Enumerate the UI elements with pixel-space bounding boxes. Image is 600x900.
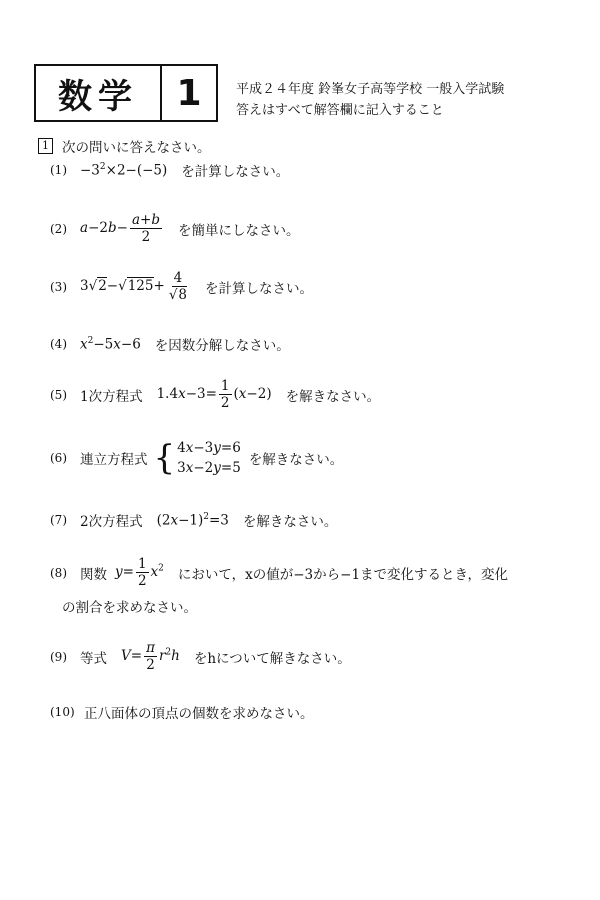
question-8-continuation: の割合を求めなさい。 xyxy=(62,600,197,616)
question-number: (7) xyxy=(50,513,67,527)
question-prefix: 1次方程式 xyxy=(80,388,143,405)
exam-info: 平成２４年度 鈴峯女子高等学校 一般入学試験 xyxy=(236,82,505,97)
question-number: (2) xyxy=(50,221,67,236)
section-title-number: 1 xyxy=(176,72,202,114)
math-expression: y= $\frac{1}{2}$ $x^2$ xyxy=(115,556,164,589)
question-instruction: を解きなさい。 xyxy=(285,388,381,405)
math-expression: $(2x-1)^2=3$ xyxy=(156,511,229,529)
math-expression: V= $\frac{\pi}{2}$ $r^2h$ xyxy=(121,640,180,673)
math-expression: 1.4x−3= $\frac{1}{2}$ (x−2) xyxy=(156,378,272,411)
question-instruction: を計算しなさい。 xyxy=(205,280,314,297)
question-number: (5) xyxy=(50,387,67,402)
question-instruction: において，xの値が−3から−1まで変化するとき，変化 xyxy=(177,566,509,583)
section-heading xyxy=(38,136,211,156)
question-7 xyxy=(50,510,337,530)
question-1 xyxy=(50,160,289,180)
question-number: (10) xyxy=(50,705,75,719)
subject-title-box xyxy=(34,64,218,122)
section-number: 1 xyxy=(38,138,53,154)
math-expression: 3√2−√125+ $\frac{4}{√8}$ xyxy=(80,270,188,303)
question-number: (9) xyxy=(50,649,67,664)
question-number: (3) xyxy=(50,279,67,294)
question-instruction: を解きなさい。 xyxy=(242,514,338,530)
math-expression: $-3^2\times 2-(-5)$ xyxy=(80,161,168,179)
question-8 xyxy=(50,556,508,589)
section-instruction: 次の問いに答えなさい。 xyxy=(62,140,211,156)
question-instruction: を計算しなさい。 xyxy=(181,164,290,180)
question-number: (6) xyxy=(50,451,67,465)
question-10 xyxy=(50,702,314,722)
question-prefix: 等式 xyxy=(80,650,107,667)
question-number: (8) xyxy=(50,565,67,580)
question-4 xyxy=(50,334,290,354)
equation-system: { 4x−3y=6 3x−2y=5 xyxy=(153,438,241,478)
question-instruction: 正八面体の頂点の個数を求めなさい。 xyxy=(84,706,314,722)
question-2 xyxy=(50,212,299,245)
question-prefix: 連立方程式 xyxy=(80,452,148,468)
question-9 xyxy=(50,640,351,673)
subject-title: 数学 xyxy=(36,66,162,120)
question-instruction: を解きなさい。 xyxy=(248,452,344,468)
question-instruction: をhについて解きなさい。 xyxy=(193,650,351,667)
question-prefix: 2次方程式 xyxy=(80,514,143,530)
question-prefix: 関数 xyxy=(80,566,107,583)
answer-note: 答えはすべて解答欄に記入すること xyxy=(236,103,444,118)
math-expression: a−2b− $\frac{a+b}{2}$ xyxy=(80,212,160,245)
question-3 xyxy=(50,270,313,303)
question-instruction: を因数分解しなさい。 xyxy=(154,338,290,354)
question-6 xyxy=(50,440,343,476)
question-5 xyxy=(50,378,380,411)
question-number: (1) xyxy=(50,163,67,177)
math-expression: $x^2-5x-6$ xyxy=(80,335,141,353)
question-number: (4) xyxy=(50,337,67,351)
question-instruction: を簡単にしなさい。 xyxy=(177,222,300,239)
